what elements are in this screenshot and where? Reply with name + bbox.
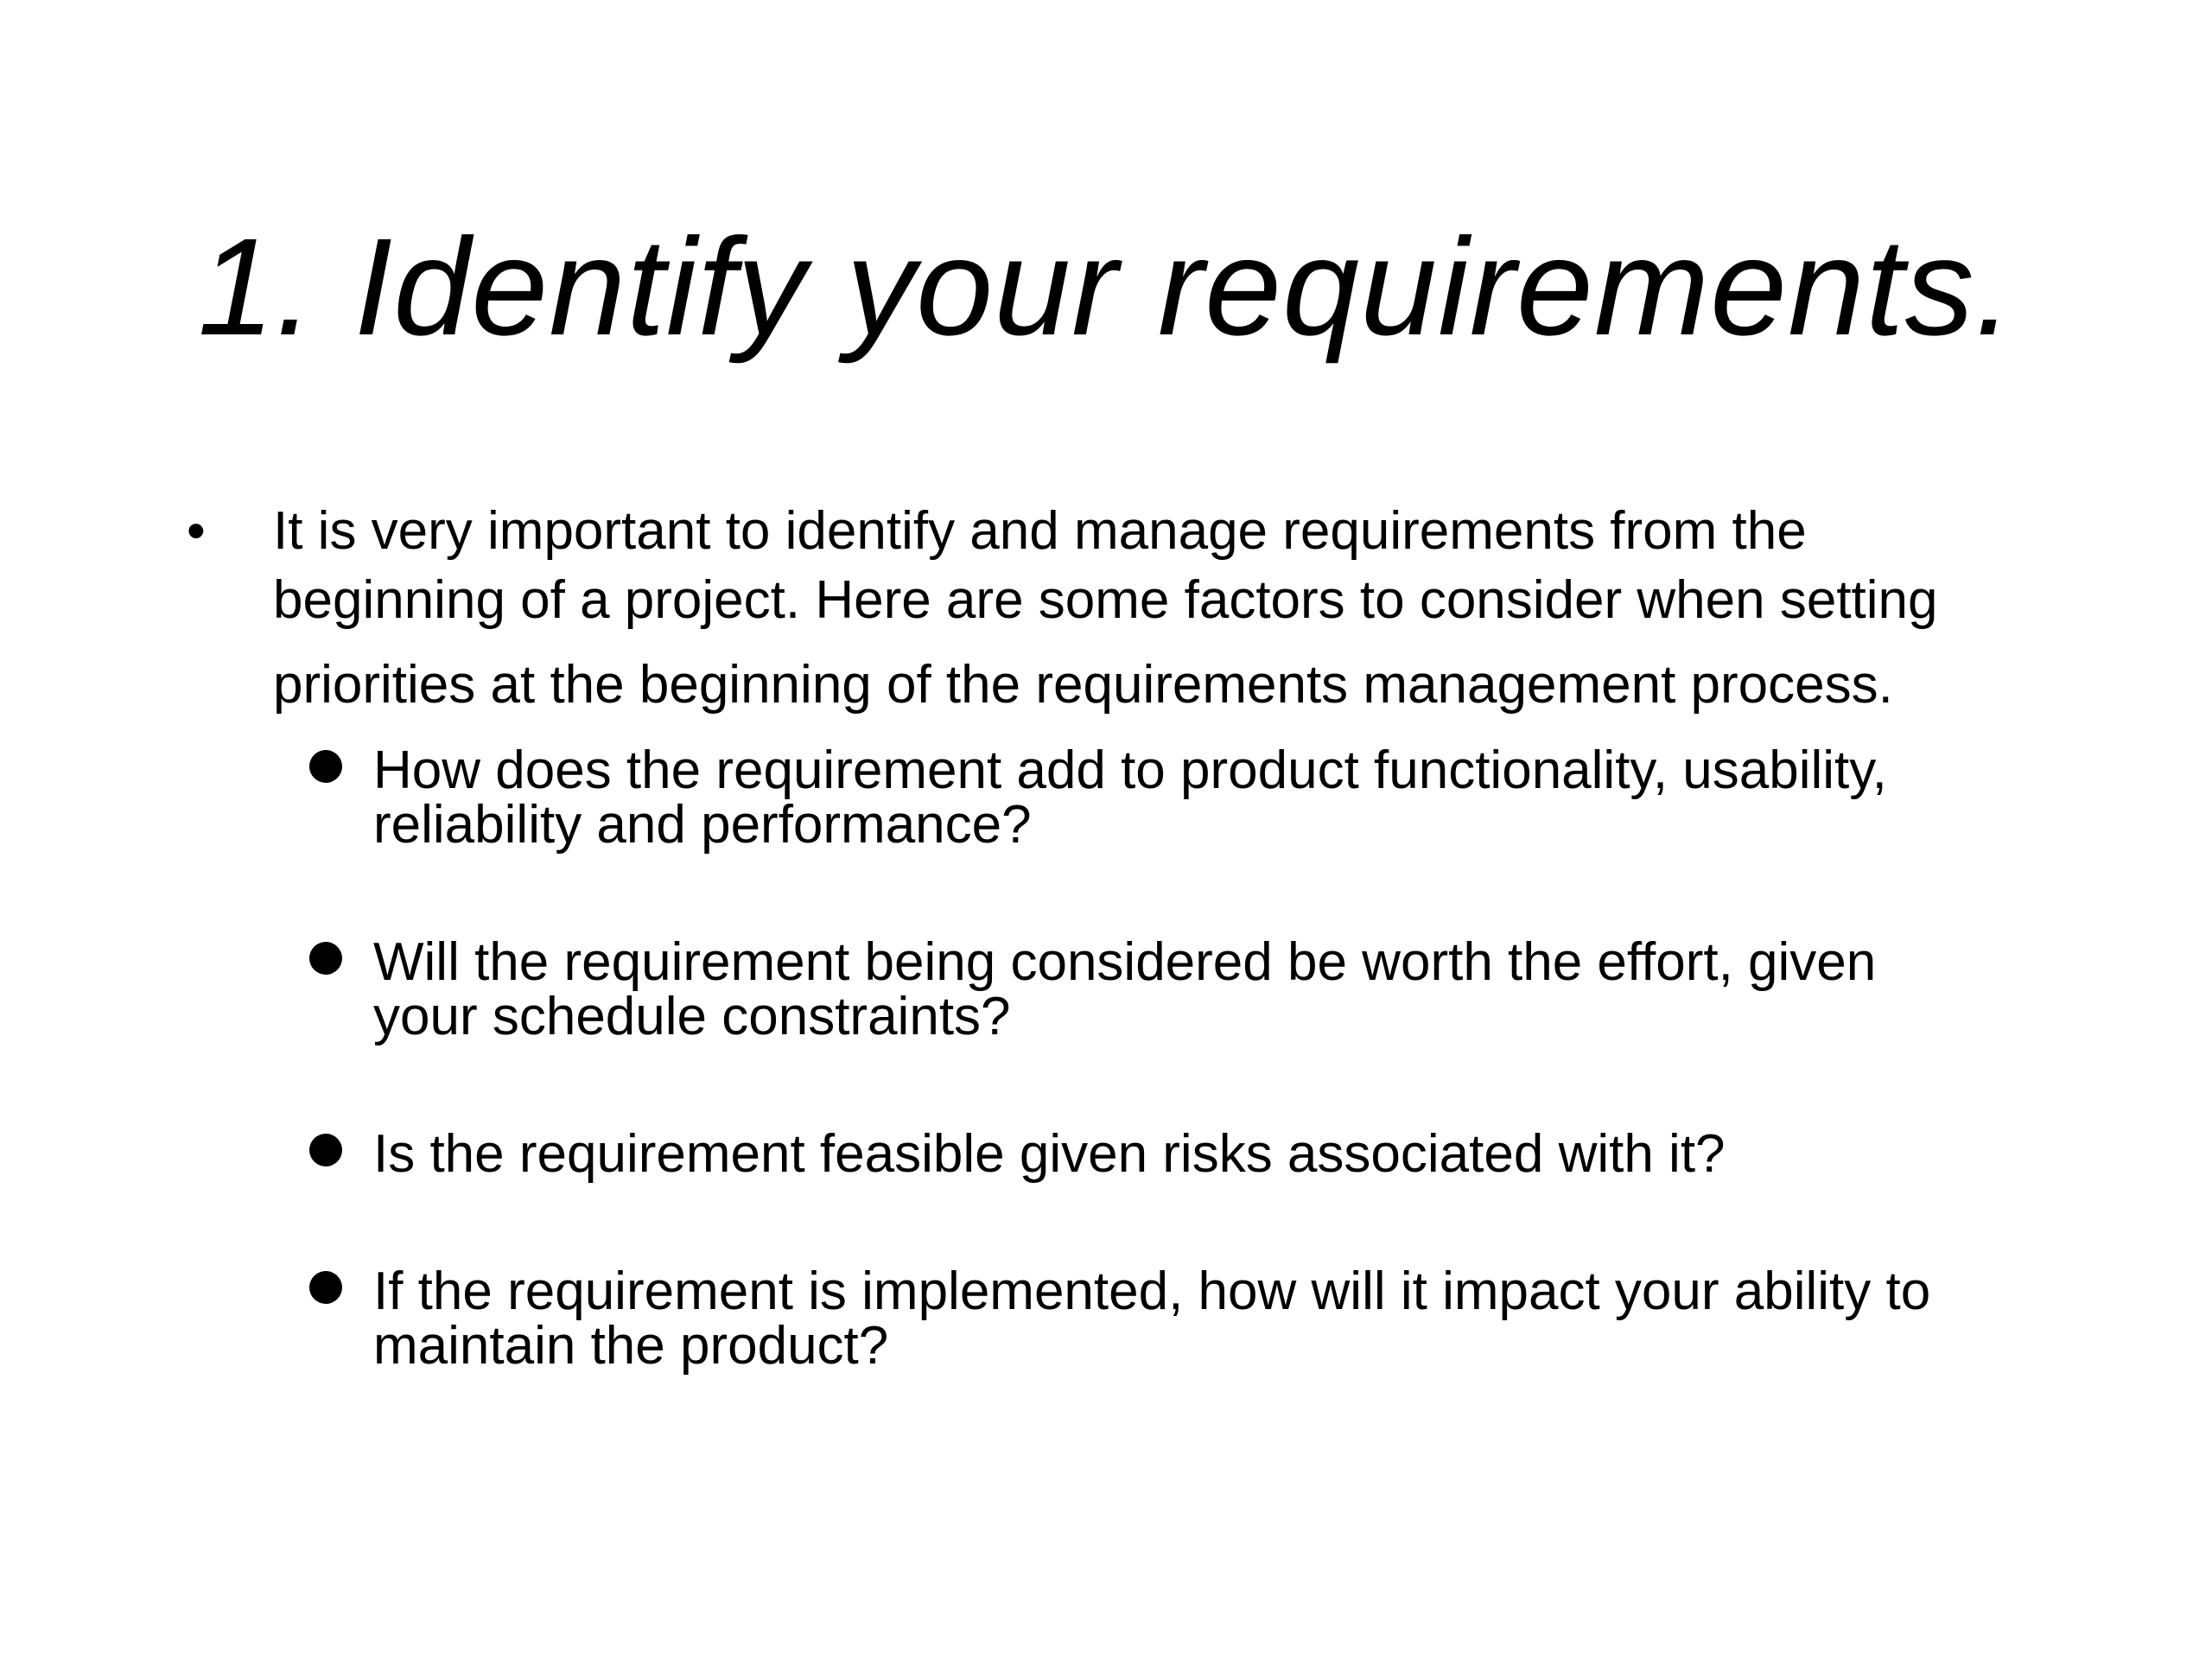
list-item-line-2: reliability and performance? — [373, 795, 1032, 855]
sub-bullet-list — [308, 741, 2122, 1376]
list-item-line-1: If the requirement is implemented, how will it impact your ability to — [373, 1262, 1931, 1321]
bullet-dot-icon — [309, 942, 342, 975]
list-item-line-2: your schedule constraints? — [373, 987, 1011, 1046]
list-item — [308, 1124, 2122, 1184]
list-item — [308, 741, 2122, 855]
intro-line-2: beginning of a project. Here are some factors to consider when setting — [273, 570, 1938, 630]
bullet-dot-icon — [309, 750, 342, 783]
list-item-line-1: Will the requirement being considered be worth the effort, given — [373, 932, 1877, 992]
bullet-dot-icon — [309, 1271, 342, 1304]
list-item-line-1: Is the requirement feasible given risks associated with it? — [373, 1124, 1726, 1184]
intro-line-3: priorities at the beginning of the requirements management process. — [273, 655, 1893, 715]
bullet-icon: • — [187, 501, 206, 561]
list-item-line-2: maintain the product? — [373, 1316, 889, 1376]
list-item — [308, 1262, 2122, 1376]
intro-line-1: It is very important to identify and manage requirements from the — [273, 501, 1807, 561]
list-item-line-1: How does the requirement add to product functionality, usability, — [373, 741, 1887, 800]
bullet-dot-icon — [309, 1134, 342, 1166]
intro-paragraph — [273, 497, 2105, 720]
list-item — [308, 932, 2122, 1046]
slide-title: 1. Identify your requirements. — [197, 209, 2015, 364]
